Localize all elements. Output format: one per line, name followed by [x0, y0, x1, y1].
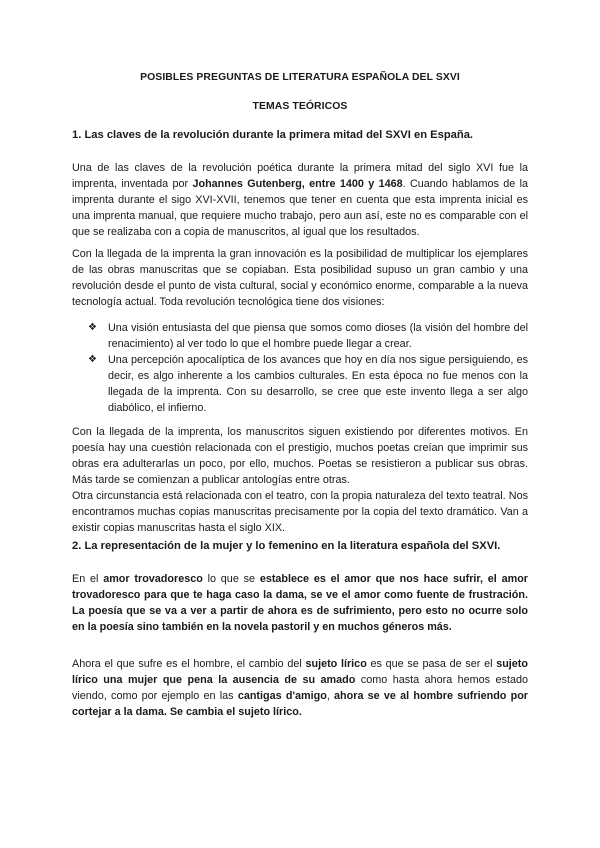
document-title: POSIBLES PREGUNTAS DE LITERATURA ESPAÑOLA DEL SXVI	[140, 72, 460, 83]
bold-text-run: amor trovadoresco	[103, 573, 203, 585]
text-run: lo que se	[202, 573, 260, 585]
section-1-paragraph-1	[72, 160, 528, 240]
bold-text-run: sujeto lírico	[305, 658, 367, 670]
bold-text-run: Johannes Gutenberg, entre 1400 y 1468	[192, 178, 403, 190]
text-run: es que se pasa de ser el	[366, 658, 497, 670]
list-item-text: Una visión entusiasta del que piensa que somos como dioses (la visión del hombre del renacimiento) al ver todo lo que el hombre puede llegar a crear.	[108, 322, 528, 350]
section-2-heading: 2. La representación de la mujer y lo femenino en la literatura española del SXVI.	[72, 540, 501, 552]
section-2-paragraph-1	[72, 571, 528, 635]
section-1-paragraph-2: Con la llegada de la imprenta la gran innovación es la posibilidad de multiplicar los ejemplares de las obras manuscritas que se copiaban. Esta posibilidad supuso un gran cambio y una revolución desde el punto de vista cultural, social y económico enorme, comparable a la nueva tecnología actual. Toda revolución tecnológica tiene dos visiones:	[72, 248, 528, 308]
text-run: Ahora el que sufre es el hombre, el cambio del	[72, 658, 306, 670]
diamond-bullet-icon: ❖	[88, 322, 97, 333]
section-2-paragraph-2	[72, 656, 528, 720]
text-run: . Cuando hablamos de la imprenta durante el sigo XVI-XVII, tenemos que tener en cuenta que esta imprenta inicial es una imprenta manual, que requiere mucho trabajo, pero aun así, este no es comparable con el que se realizaba con a copia de manuscritos, al igual que los resultados.	[72, 178, 529, 238]
text-run: En el	[72, 573, 104, 585]
document-subtitle: TEMAS TEÓRICOS	[252, 101, 348, 112]
section-1-paragraph-4: Otra circunstancia está relacionada con el teatro, con la propia naturaleza del texto teatral. Nos encontramos muchas copias manuscritas precisamente por la copia del texto dramático. Van a existir copias manuscritas hasta el siglo XIX.	[72, 490, 528, 534]
bold-text-run: ahora se ve al hombre sufriendo por cortejar a la dama. Se cambia el sujeto lírico.	[72, 690, 529, 718]
bold-text-run: sujeto lírico una mujer que pena la ausencia de su amado	[72, 658, 528, 686]
text-run: Una de las claves de la revolución poética durante la primera mitad del siglo XVI fue la imprenta, inventada por	[72, 162, 528, 190]
text-run: como hasta ahora hemos estado viendo, como por ejemplo en las	[72, 674, 528, 702]
list-item	[88, 352, 528, 416]
bullet-list	[88, 320, 528, 416]
bold-text-run: cantigas d'amigo	[237, 690, 327, 702]
list-item-text: Una percepción apocalíptica de los avances que hoy en día nos sigue persiguiendo, es decir, es algo inherente a los cambios culturales. En esta época no fue menos con la llegada de la imprenta. Con su desarrollo, se cree que este invento llega a ser algo diabólico, el infierno.	[108, 354, 528, 414]
section-1-heading: 1. Las claves de la revolución durante la primera mitad del SXVI en España.	[72, 129, 474, 141]
text-run: ,	[326, 690, 335, 702]
diamond-bullet-icon: ❖	[88, 354, 97, 365]
bold-text-run: establece es el amor que nos hace sufrir, el amor trovadoresco para que te haga caso la dama, se ve el amor como fuente de frustración. La poesía que se va a ver a partir de ahora es de sufrimiento, pero esto no ocurre solo en la poesía sino también en la novela pastoril y en muchos géneros más.	[72, 573, 528, 633]
list-item	[88, 320, 528, 352]
section-1-paragraph-3: Con la llegada de la imprenta, los manuscritos siguen existiendo por diferentes motivos. En poesía hay una cuestión relacionada con el prestigio, muchos poetas creían que imprimir sus obras era adulterarlas un poco, por ello, muchos. Poetas se resistieron a publicar sus obras. Más tarde se comienzan a publicar antologías entre otras.	[72, 426, 528, 486]
